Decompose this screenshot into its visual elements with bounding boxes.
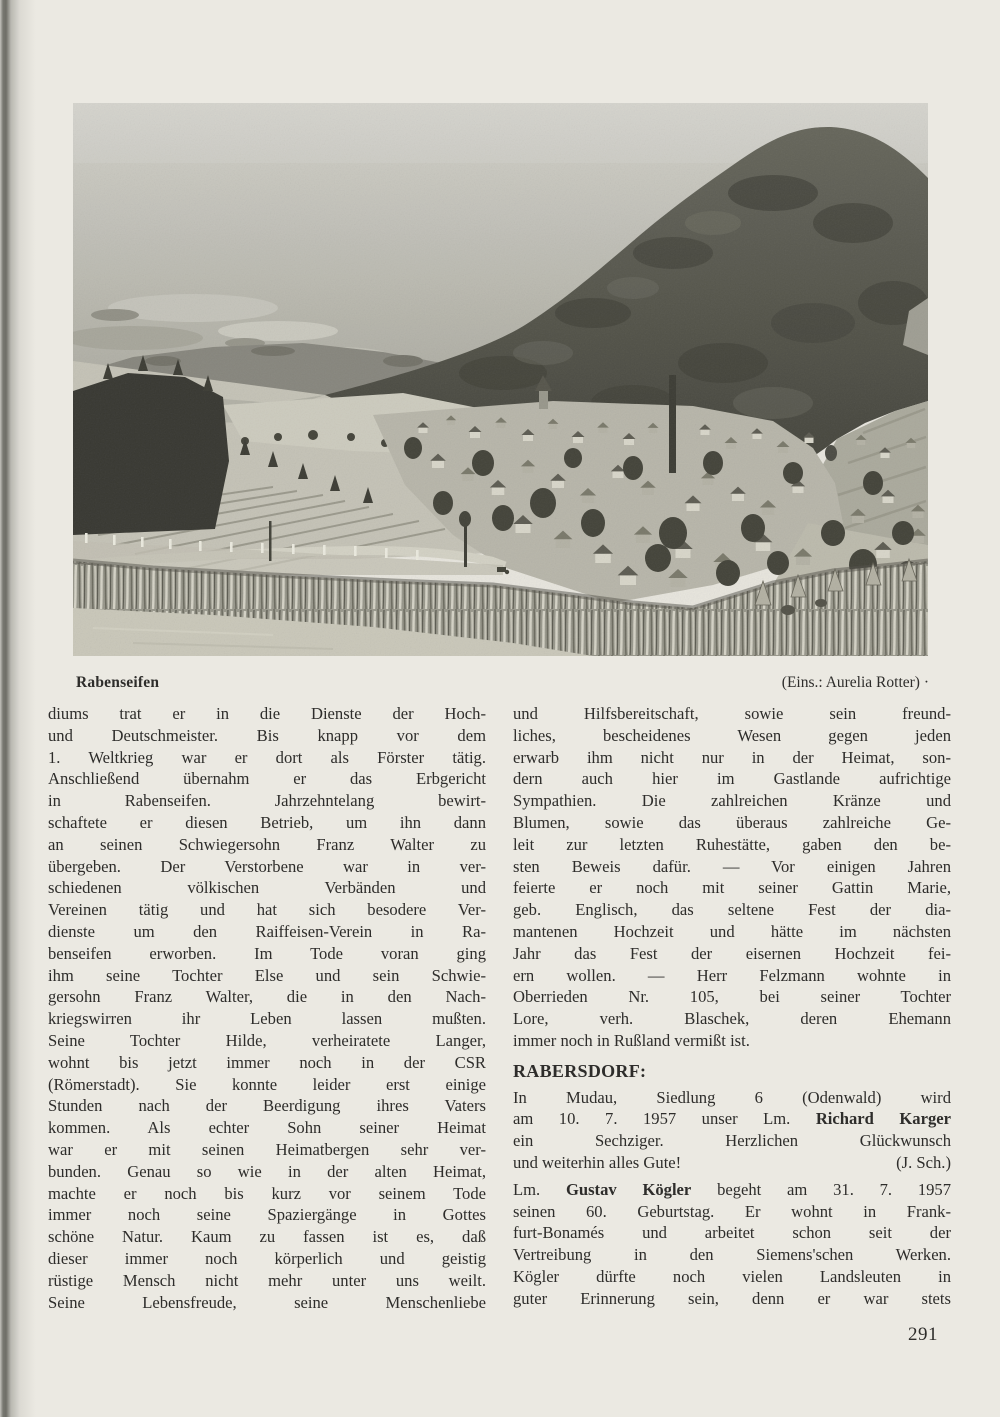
text-line: ein Sechziger. Herzlichen Glückwunsch bbox=[513, 1131, 951, 1151]
text-columns bbox=[48, 703, 951, 1313]
paragraph bbox=[48, 703, 486, 1313]
text-line: und Hilfsbereitschaft, sowie sein freund- bbox=[513, 704, 951, 723]
photo-caption bbox=[76, 674, 929, 692]
paragraph bbox=[513, 1179, 951, 1310]
text-line: am 10. 7. 1957 unser Lm. Richard Karger bbox=[513, 1109, 951, 1129]
text-line: dern auch hier im Gastlande aufrichtige bbox=[513, 769, 951, 789]
text-line: liches, bescheidenes Wesen gegen jeden bbox=[513, 725, 951, 745]
caption-credit: (Eins.: Aurelia Rotter) · bbox=[781, 674, 929, 691]
text-line: Anschließend übernahm er das Erbgericht bbox=[48, 769, 486, 789]
right-column bbox=[513, 703, 951, 1313]
text-line: mantenen Hochzeit und hätte im nächsten bbox=[513, 921, 951, 941]
left-column bbox=[48, 703, 486, 1313]
text-line: wohnt bis jetzt immer noch in der CSR bbox=[48, 1052, 486, 1072]
text-line: war er mit seinen Heimatbergen sehr ver- bbox=[48, 1139, 486, 1159]
text-line: ern wollen. — Herr Felzmann wohnte in bbox=[513, 965, 951, 985]
paragraph bbox=[513, 1087, 951, 1174]
village-landscape-illustration bbox=[73, 103, 928, 656]
text-line: furt-Bonamés und arbeitet schon seit der bbox=[513, 1223, 951, 1243]
text-line: Kögler dürfte noch vielen Landsleuten in bbox=[513, 1266, 951, 1286]
text-line: Seine Tochter Hilde, verheiratete Langer, bbox=[48, 1030, 486, 1050]
text-line: 1. Weltkrieg war er dort als Förster tätig. bbox=[48, 747, 486, 767]
text-line: ihm seine Tochter Else und sein Schwie- bbox=[48, 965, 486, 985]
text-line: seinen 60. Geburtstag. Er wohnt in Frank- bbox=[513, 1201, 951, 1221]
text-line: schiedenen völkischen Verbänden und bbox=[48, 878, 486, 898]
text-line: an seinen Schwiegersohn Franz Walter zu bbox=[48, 834, 486, 854]
text-line: machte er noch bis kurz vor seinem Tode bbox=[48, 1183, 486, 1203]
text-line: Lore, verh. Blaschek, deren Ehemann bbox=[513, 1009, 951, 1029]
paragraph bbox=[513, 703, 951, 1052]
text-line: rüstige Mensch nicht mehr unter uns weilt. bbox=[48, 1270, 486, 1290]
section-heading: RABERSDORF: bbox=[513, 1060, 647, 1081]
text-line: (Römerstadt). Sie konnte leider erst einige bbox=[48, 1074, 486, 1094]
text-line: Seine Lebensfreude, seine Menschenliebe bbox=[48, 1292, 486, 1312]
text-line: und weiterhin alles Gute! (J. Sch.) bbox=[513, 1152, 951, 1172]
photo-rabenseifen bbox=[73, 103, 928, 656]
text-line: immer noch seine Spaziergänge in Gottes bbox=[48, 1205, 486, 1225]
text-line: guter Erinnerung sein, denn er war stets bbox=[513, 1288, 951, 1308]
text-line: immer noch in Rußland vermißt ist. bbox=[513, 1030, 750, 1050]
text-line: Oberrieden Nr. 105, bei seiner Tochter bbox=[513, 987, 951, 1007]
text-line: schaftete er diesen Betrieb, um ihn dann bbox=[48, 812, 486, 832]
text-line: diums trat er in die Dienste der Hoch- bbox=[48, 704, 486, 723]
text-line: erwarb ihm nicht nur in der Heimat, son- bbox=[513, 747, 951, 767]
text-line: benseifen erworben. Im Tode voran ging bbox=[48, 943, 486, 963]
text-line: kommen. Als echter Sohn seiner Heimat bbox=[48, 1118, 486, 1138]
page-edge-shadow bbox=[0, 0, 36, 1417]
text-line: in Rabenseifen. Jahrzehntelang bewirt- bbox=[48, 791, 486, 811]
text-line: übergeben. Der Verstorbene war in ver- bbox=[48, 856, 486, 876]
text-line: dieser immer noch körperlich und geistig bbox=[48, 1248, 486, 1268]
text-line: dienste um den Raiffeisen-Verein in Ra- bbox=[48, 921, 486, 941]
text-line: Vertreibung in den Siemens'schen Werken. bbox=[513, 1245, 951, 1265]
text-line: leit zur letzten Ruhestätte, gaben den be- bbox=[513, 834, 951, 854]
page-number: 291 bbox=[908, 1324, 938, 1345]
text-line: Sympathien. Die zahlreichen Kränze und bbox=[513, 791, 951, 811]
text-line: Blumen, sowie das überaus zahlreiche Ge- bbox=[513, 812, 951, 832]
text-line: feierte er noch mit seiner Gattin Marie, bbox=[513, 878, 951, 898]
text-line: Lm. Gustav Kögler begeht am 31. 7. 1957 bbox=[513, 1179, 952, 1199]
text-line: Stunden nach der Beerdigung ihres Vaters bbox=[48, 1096, 486, 1116]
caption-title: Rabenseifen bbox=[76, 674, 160, 691]
text-line: Jahr das Fest der eisernen Hochzeit fei- bbox=[513, 943, 951, 963]
text-line: geb. Englisch, das seltene Fest der dia- bbox=[513, 900, 951, 920]
text-line: schöne Natur. Kaum zu fassen ist es, daß bbox=[48, 1227, 486, 1247]
text-line: kriegswirren ihr Leben lassen mußten. bbox=[48, 1009, 486, 1029]
text-line: sten Beweis dafür. — Vor einigen Jahren bbox=[513, 856, 951, 876]
text-line: In Mudau, Siedlung 6 (Odenwald) wird bbox=[513, 1087, 951, 1107]
text-line: bunden. Genau so wie in der alten Heimat, bbox=[48, 1161, 486, 1181]
text-line: und Deutschmeister. Bis knapp vor dem bbox=[48, 725, 486, 745]
text-line: Vereinen tätig und hat sich besodere Ver- bbox=[48, 900, 486, 920]
text-line: gersohn Franz Walter, die in den Nach- bbox=[48, 987, 486, 1007]
